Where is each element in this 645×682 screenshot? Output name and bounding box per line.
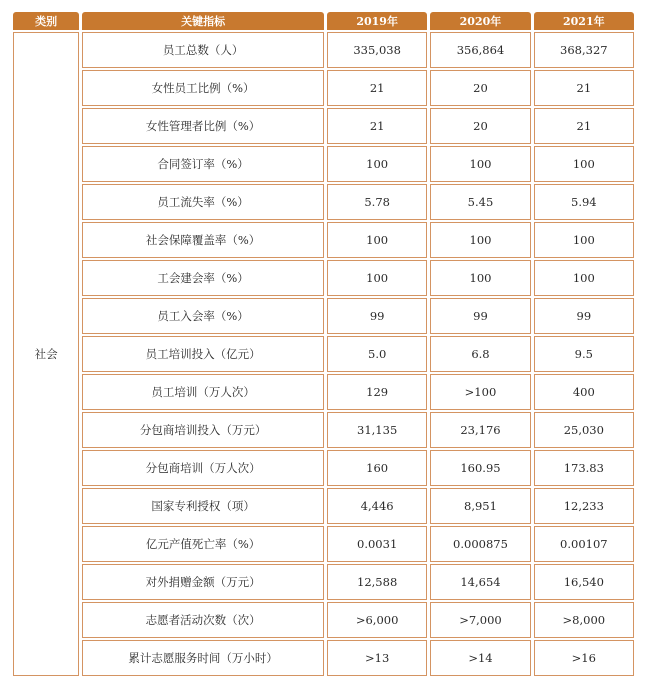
value-cell: 6.8 bbox=[430, 336, 530, 372]
value-cell: 21 bbox=[327, 70, 427, 106]
indicator-cell: 分包商培训（万人次） bbox=[82, 450, 324, 486]
value-cell: 5.94 bbox=[534, 184, 634, 220]
value-cell: 9.5 bbox=[534, 336, 634, 372]
value-cell: 99 bbox=[327, 298, 427, 334]
value-cell: 100 bbox=[327, 222, 427, 258]
value-cell: 23,176 bbox=[430, 412, 530, 448]
table-row bbox=[13, 336, 634, 372]
header-year-2021: 2021年 bbox=[534, 12, 634, 30]
indicator-cell: 员工入会率（%） bbox=[82, 298, 324, 334]
value-cell: 25,030 bbox=[534, 412, 634, 448]
value-cell: 129 bbox=[327, 374, 427, 410]
table-row bbox=[13, 298, 634, 334]
indicator-cell: 志愿者活动次数（次） bbox=[82, 602, 324, 638]
header-year-2019: 2019年 bbox=[327, 12, 427, 30]
indicator-cell: 分包商培训投入（万元） bbox=[82, 412, 324, 448]
value-cell: 100 bbox=[534, 146, 634, 182]
value-cell: 12,588 bbox=[327, 564, 427, 600]
header-year-2020: 2020年 bbox=[430, 12, 530, 30]
value-cell: 100 bbox=[327, 146, 427, 182]
value-cell: 99 bbox=[430, 298, 530, 334]
value-cell: 0.00107 bbox=[534, 526, 634, 562]
indicator-cell: 对外捐赠金额（万元） bbox=[82, 564, 324, 600]
value-cell: 4,446 bbox=[327, 488, 427, 524]
value-cell: 400 bbox=[534, 374, 634, 410]
value-cell: 100 bbox=[430, 146, 530, 182]
value-cell: 160.95 bbox=[430, 450, 530, 486]
value-cell: 8,951 bbox=[430, 488, 530, 524]
indicator-cell: 员工总数（人） bbox=[82, 32, 324, 68]
table-row bbox=[13, 640, 634, 676]
indicator-cell: 女性员工比例（%） bbox=[82, 70, 324, 106]
header-indicator: 关键指标 bbox=[82, 12, 324, 30]
indicator-cell: 亿元产值死亡率（%） bbox=[82, 526, 324, 562]
value-cell: >100 bbox=[430, 374, 530, 410]
header-row bbox=[13, 12, 634, 30]
value-cell: 100 bbox=[430, 222, 530, 258]
table-row bbox=[13, 108, 634, 144]
value-cell: 5.45 bbox=[430, 184, 530, 220]
indicator-cell: 国家专利授权（项） bbox=[82, 488, 324, 524]
value-cell: 12,233 bbox=[534, 488, 634, 524]
indicator-cell: 员工流失率（%） bbox=[82, 184, 324, 220]
value-cell: 20 bbox=[430, 108, 530, 144]
value-cell: 100 bbox=[430, 260, 530, 296]
table-row bbox=[13, 222, 634, 258]
value-cell: 99 bbox=[534, 298, 634, 334]
value-cell: 5.0 bbox=[327, 336, 427, 372]
social-indicators-table bbox=[10, 10, 637, 678]
value-cell: 0.0031 bbox=[327, 526, 427, 562]
table-row bbox=[13, 450, 634, 486]
value-cell: 21 bbox=[534, 108, 634, 144]
table-row bbox=[13, 184, 634, 220]
table-row bbox=[13, 488, 634, 524]
table-row bbox=[13, 260, 634, 296]
value-cell: 16,540 bbox=[534, 564, 634, 600]
value-cell: 21 bbox=[534, 70, 634, 106]
value-cell: >7,000 bbox=[430, 602, 530, 638]
indicator-cell: 女性管理者比例（%） bbox=[82, 108, 324, 144]
value-cell: 31,135 bbox=[327, 412, 427, 448]
table-row bbox=[13, 146, 634, 182]
value-cell: 20 bbox=[430, 70, 530, 106]
header-category: 类别 bbox=[13, 12, 79, 30]
indicator-cell: 员工培训投入（亿元） bbox=[82, 336, 324, 372]
value-cell: 0.000875 bbox=[430, 526, 530, 562]
indicator-cell: 累计志愿服务时间（万小时） bbox=[82, 640, 324, 676]
value-cell: 100 bbox=[327, 260, 427, 296]
value-cell: >13 bbox=[327, 640, 427, 676]
value-cell: 160 bbox=[327, 450, 427, 486]
value-cell: 21 bbox=[327, 108, 427, 144]
value-cell: 100 bbox=[534, 260, 634, 296]
table-row bbox=[13, 564, 634, 600]
table-row bbox=[13, 32, 634, 68]
value-cell: 173.83 bbox=[534, 450, 634, 486]
indicator-cell: 员工培训（万人次） bbox=[82, 374, 324, 410]
table-row bbox=[13, 374, 634, 410]
table-row bbox=[13, 70, 634, 106]
value-cell: 335,038 bbox=[327, 32, 427, 68]
category-cell: 社会 bbox=[13, 32, 79, 676]
value-cell: 368,327 bbox=[534, 32, 634, 68]
table-row bbox=[13, 412, 634, 448]
value-cell: >14 bbox=[430, 640, 530, 676]
table-body bbox=[13, 32, 634, 676]
value-cell: >8,000 bbox=[534, 602, 634, 638]
value-cell: 356,864 bbox=[430, 32, 530, 68]
value-cell: 14,654 bbox=[430, 564, 530, 600]
value-cell: >16 bbox=[534, 640, 634, 676]
value-cell: >6,000 bbox=[327, 602, 427, 638]
value-cell: 100 bbox=[534, 222, 634, 258]
indicator-cell: 工会建会率（%） bbox=[82, 260, 324, 296]
indicator-cell: 社会保障覆盖率（%） bbox=[82, 222, 324, 258]
indicator-cell: 合同签订率（%） bbox=[82, 146, 324, 182]
table-row bbox=[13, 526, 634, 562]
value-cell: 5.78 bbox=[327, 184, 427, 220]
table-row bbox=[13, 602, 634, 638]
